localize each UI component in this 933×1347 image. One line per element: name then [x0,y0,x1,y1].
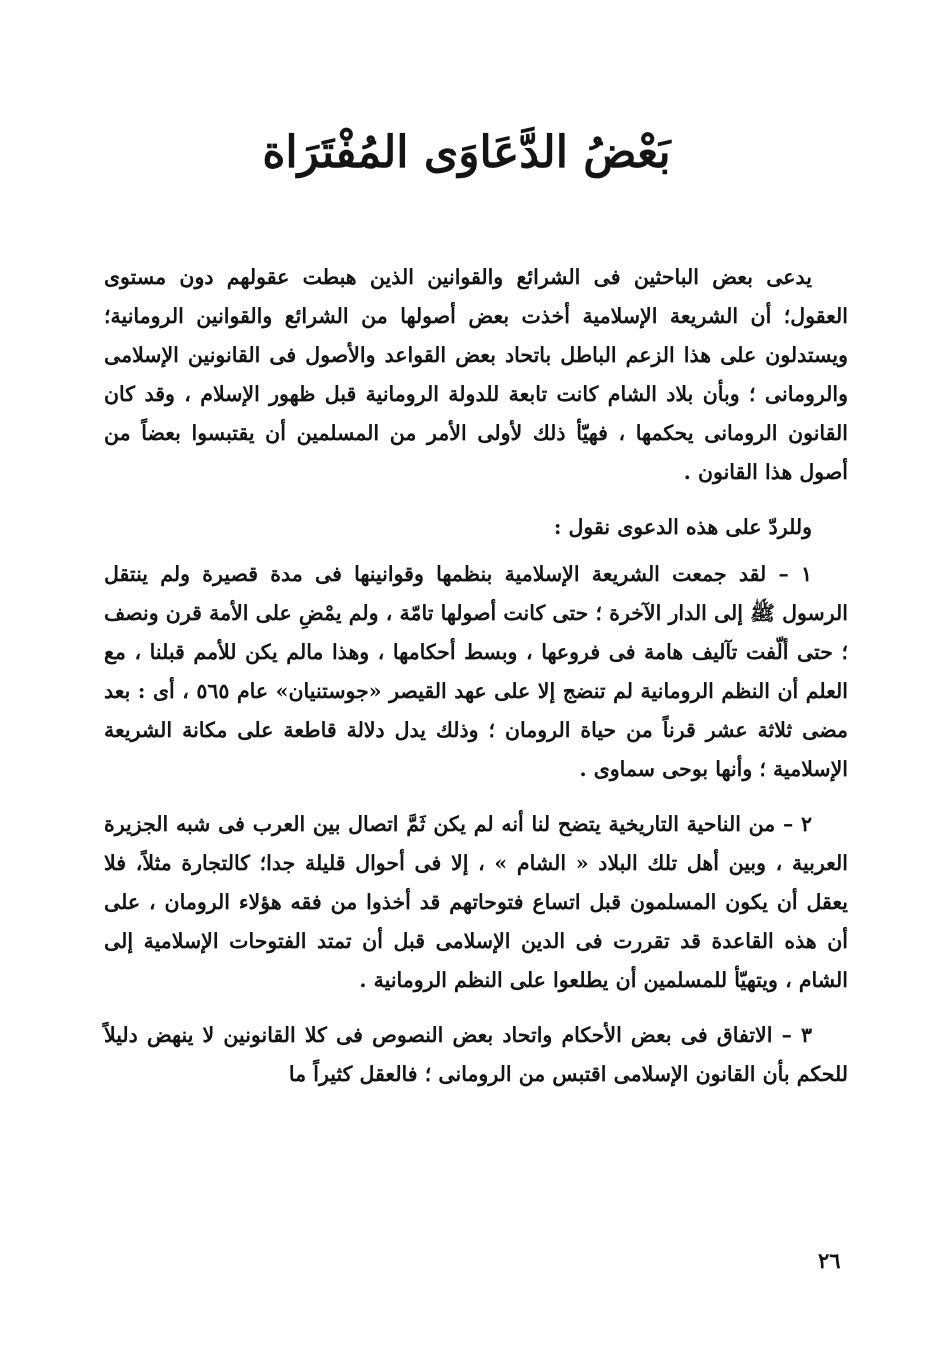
paragraph-point-1: ١ – لقد جمعت الشريعة الإسلامية بنظمها وقوانينها فى مدة قصيرة ولم ينتقل الرسول ﷺ إلى الدار الآخرة ؛ حتى كانت أصولها تامّة ، ولم يمْضِ على الأمة قرن ونصف ؛ حتى ألّفت تآليف هامة فى فروعها ، وبسط أحكامها ، وهذا مالم يكن للأمم قبلنا ، مع العلم أن النظم الرومانية لم تنضج إلا على عهد القيصر «جوستنيان» عام ٥٦٥ ، أى : بعد مضى ثلاثة عشر قرناً من حياة الرومان ؛ وذلك يدل دلالة قاطعة على مكانة الشريعة الإسلامية ؛ وأنها بوحى سماوى . [104,562,848,781]
paragraph-rebuttal-lead: وللردّ على هذه الدعوى نقول : [553,515,812,539]
page-title: بَعْضُ الدَّعَاوَى المُفْتَرَاة [262,127,671,178]
paragraph-point-3: ٣ – الاتفاق فى بعض الأحكام واتحاد بعض النصوص فى كلا القانونين لا ينهض دليلاً للحكم بأن القانون الإسلامى اقتبس من الرومانى ؛ فالعقل كثيراً ما [104,1023,848,1086]
body-text [104,258,848,1110]
paragraph-intro: يدعى بعض الباحثين فى الشرائع والقوانين الذين هبطت عقولهم دون مستوى العقول؛ أن الشريعة الإسلامية أخذت بعض أصولها من الشرائع والقوانين الرومانية؛ ويستدلون على هذا الزعم الباطل باتحاد بعض القواعد والأصول فى القانونين الإسلامى والرومانى ؛ وبأن بلاد الشام كانت تابعة للدولة الرومانية قبل ظهور الإسلام ، وقد كان القانون الرومانى يحكمها ، فهيّأ ذلك لأولى الأمر من المسلمين أن يقتبسوا بعضاً من أصول هذا القانون . [104,265,848,484]
paragraph-point-2: ٢ – من الناحية التاريخية يتضح لنا أنه لم يكن ثَمَّ اتصال بين العرب فى شبه الجزيرة العربية ، وبين أهل تلك البلاد « الشام » ، إلا فى أحوال قليلة جدا؛ كالتجارة مثلاً، فلا يعقل أن يكون المسلمون قبل اتساع فتوحاتهم قد أخذوا من فقه هؤلاء الرومان ، على أن هذه القاعدة قد تقررت فى الدين الإسلامى قبل أن تمتد الفتوحات الإسلامية إلى الشام ، ويتهيّأ للمسلمين أن يطلعوا على النظم الرومانية . [104,812,848,992]
page-number: ٢٦ [818,1248,841,1273]
